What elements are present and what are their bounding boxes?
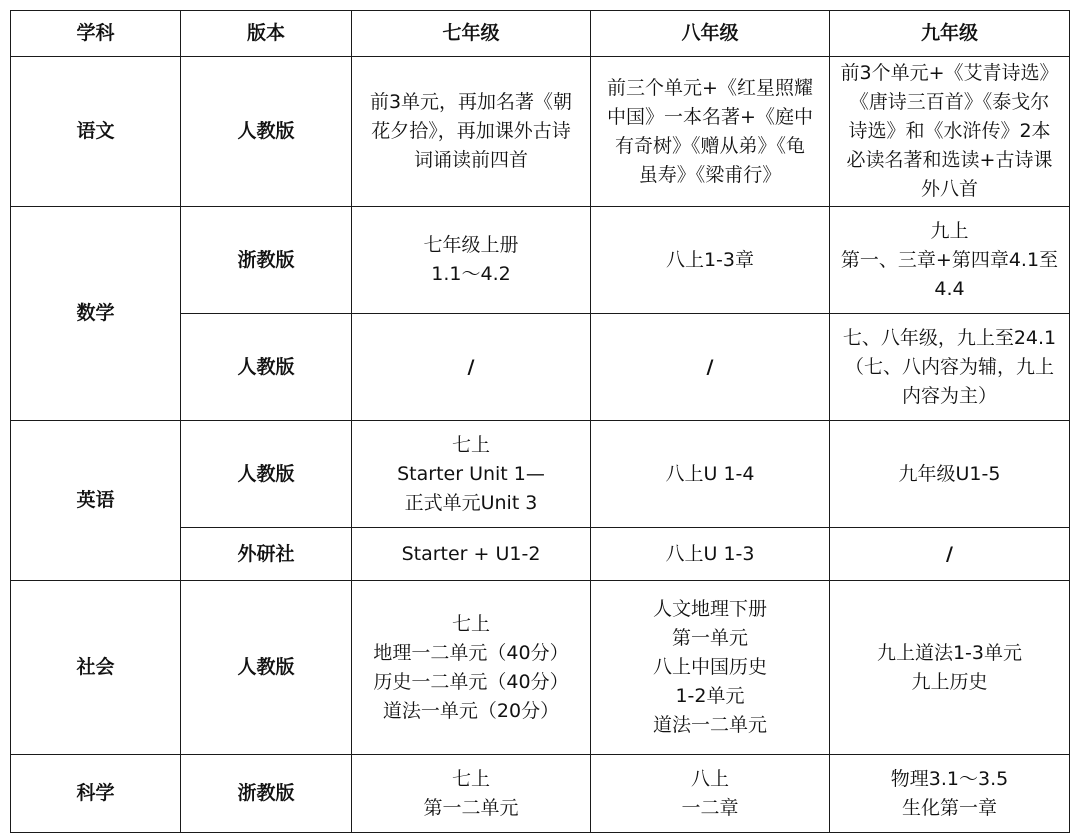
cell-line: 外八首	[920, 178, 978, 200]
table-row-shehui	[11, 581, 1070, 755]
grade9-cell: /	[830, 528, 1070, 581]
cell-line: 道法一单元（20分）	[382, 699, 560, 722]
cell-line: 八上中国历史	[652, 656, 767, 678]
grade9-cell	[830, 755, 1070, 833]
grade8-cell	[591, 581, 830, 755]
cell-line: 虽寿》《梁甫行》	[638, 163, 782, 186]
cell-line: 物理3.1～3.5	[890, 767, 1009, 790]
version-cell: 人教版	[181, 314, 352, 421]
cell-line: 七上	[451, 612, 490, 635]
grade9-cell	[830, 581, 1070, 755]
cell-line: 九上	[930, 219, 969, 242]
grade9-cell	[830, 57, 1070, 207]
version-cell: 人教版	[181, 581, 352, 755]
cell-line: 八上U 1-4	[665, 462, 755, 485]
version-cell: 人教版	[181, 57, 352, 207]
version-cell: 外研社	[181, 528, 352, 581]
cell-line: 前3个单元+《艾青诗选》	[840, 62, 1059, 84]
cell-line: 第一、三章+第四章4.1至	[840, 248, 1059, 271]
grade9-cell	[830, 207, 1070, 314]
header-subject: 学科	[11, 11, 181, 57]
cell-line: 前三个单元+《红星照耀	[607, 76, 813, 99]
header-row	[11, 11, 1070, 57]
cell-line: 必读名著和选读+古诗课	[846, 149, 1053, 171]
cell-line: 有奇树》《赠从弟》《龟	[614, 134, 805, 157]
cell-line: 《唐诗三百首》《泰戈尔	[849, 91, 1050, 113]
version-cell: 浙教版	[181, 755, 352, 833]
cell-line: 前3单元，再加名著《朝	[369, 91, 573, 113]
grade8-cell	[591, 207, 830, 314]
cell-line: 人文地理下册	[652, 598, 767, 620]
cell-line: 中国》一本名著+《庭中	[607, 105, 813, 128]
grade7-cell	[352, 421, 591, 528]
grade7-cell	[352, 57, 591, 207]
cell-line: 正式单元Unit 3	[404, 491, 538, 514]
cell-line: 九年级U1-5	[898, 462, 1001, 485]
cell-line: （七、八内容为辅，九上	[844, 355, 1054, 378]
grade9-cell	[830, 421, 1070, 528]
grade8-cell	[591, 528, 830, 581]
cell-line: Starter + U1-2	[401, 542, 541, 565]
cell-line: 生化第一章	[901, 796, 997, 819]
header-version: 版本	[181, 11, 352, 57]
subject-cell: 数学	[11, 207, 181, 421]
cell-line: 九上道法1-3单元	[876, 641, 1023, 664]
table-row-yuwen	[11, 57, 1070, 207]
grade7-cell	[352, 581, 591, 755]
grade8-cell	[591, 755, 830, 833]
grade8-cell	[591, 421, 830, 528]
grade8-cell	[591, 57, 830, 207]
cell-line: 内容为主）	[901, 384, 997, 407]
cell-line: 4.4	[934, 277, 965, 300]
table-row-shuxue-zj	[11, 207, 1070, 314]
grade9-cell	[830, 314, 1070, 421]
cell-line: 花夕拾》，再加课外古诗	[371, 120, 571, 142]
cell-line: 七上	[451, 433, 490, 456]
cell-line: 一二章	[681, 796, 739, 819]
cell-line: 地理一二单元（40分）	[373, 641, 569, 664]
table-row-kexue	[11, 755, 1070, 833]
version-cell: 浙教版	[181, 207, 352, 314]
cell-line: 第一单元	[671, 627, 748, 649]
cell-line: 八上	[690, 767, 729, 790]
cell-line: 1.1～4.2	[431, 263, 511, 285]
header-grade9: 九年级	[830, 11, 1070, 57]
version-cell: 人教版	[181, 421, 352, 528]
cell-line: 词诵读前四首	[413, 149, 528, 171]
subject-cell: 语文	[11, 57, 181, 207]
grade8-cell: /	[591, 314, 830, 421]
cell-line: 九上历史	[911, 670, 988, 693]
cell-line: 八上U 1-3	[665, 542, 755, 565]
cell-line: 道法一二单元	[652, 714, 767, 736]
grade7-cell	[352, 755, 591, 833]
grade7-cell	[352, 207, 591, 314]
grade7-cell	[352, 528, 591, 581]
exam-scope-table	[10, 10, 1070, 833]
cell-line: Starter Unit 1—	[397, 462, 545, 485]
cell-line: 1-2单元	[675, 685, 745, 707]
cell-line: 七年级上册	[423, 234, 519, 256]
subject-cell: 科学	[11, 755, 181, 833]
subject-cell: 英语	[11, 421, 181, 581]
cell-line: 历史一二单元（40分）	[373, 670, 569, 693]
cell-line: 七、八年级，九上至24.1	[842, 326, 1057, 349]
table-row-yingyu-rj	[11, 421, 1070, 528]
cell-line: 第一二单元	[423, 796, 519, 819]
cell-line: 八上1-3章	[665, 248, 755, 271]
grade7-cell: /	[352, 314, 591, 421]
header-grade7: 七年级	[352, 11, 591, 57]
subject-cell: 社会	[11, 581, 181, 755]
header-grade8: 八年级	[591, 11, 830, 57]
cell-line: 七上	[451, 767, 490, 790]
cell-line: 诗选》和《水浒传》2本	[848, 120, 1051, 142]
